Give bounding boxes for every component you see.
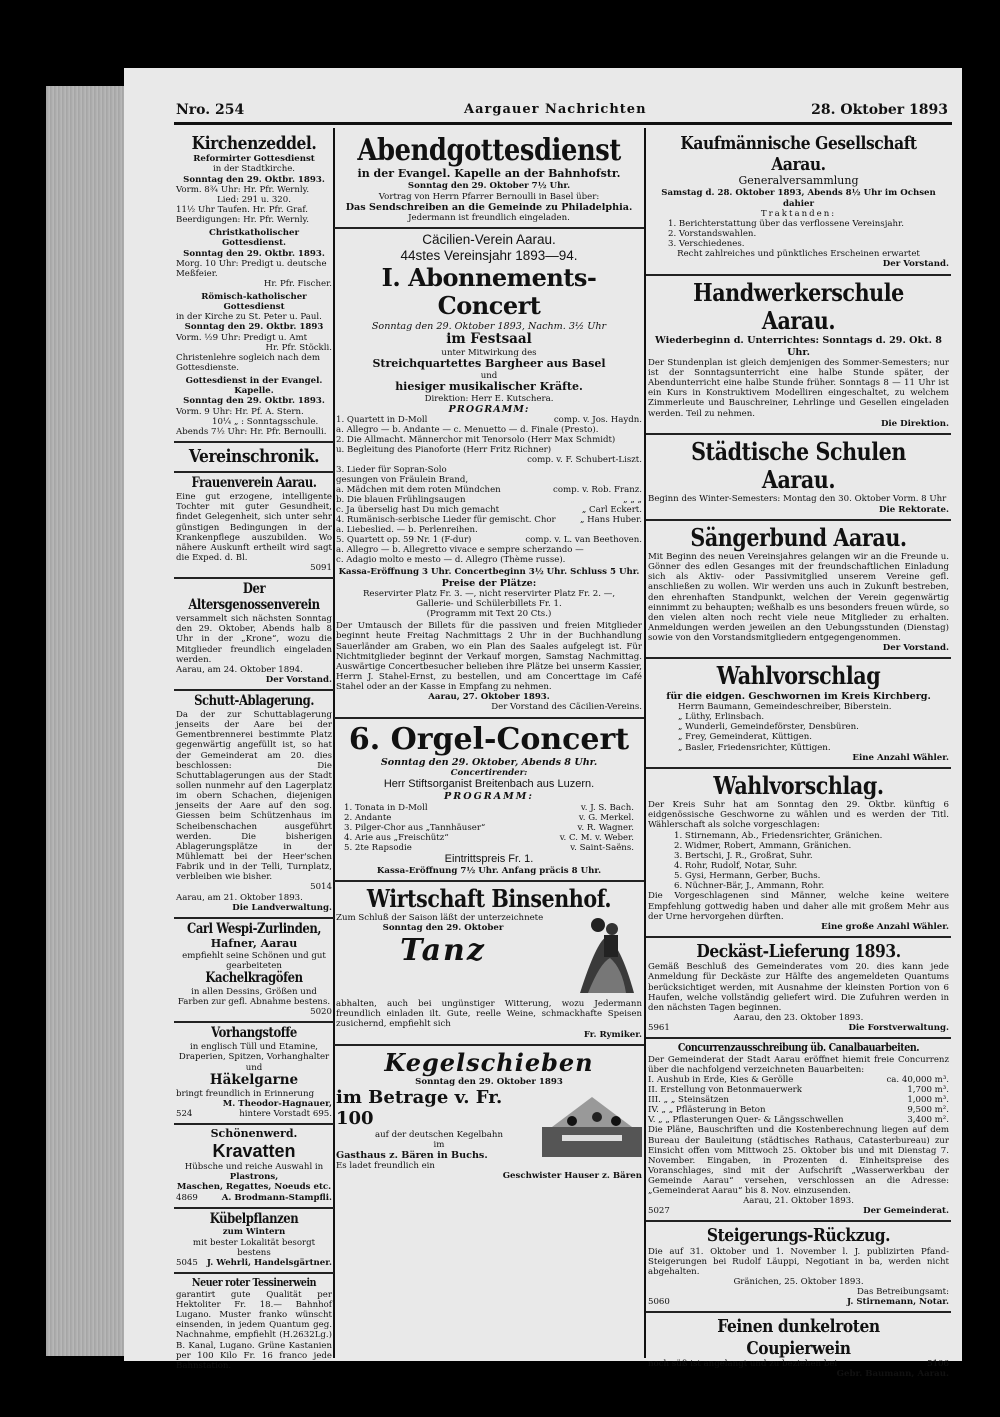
kg-sig: Der Vorstand. <box>882 259 949 270</box>
kz-line: Abends 7½ Uhr: Hr. Pfr. Bernoulli. <box>176 426 327 437</box>
wv1-name: „ Lüthy, Erlinsbach. <box>678 712 765 723</box>
sb-text: Mit Beginn des neuen Vereinsjahres gelangen wir an die Freunde u. Gönner des edlen Gesanges mit der freundschaftlichen Einladung sich als Aktiv- oder Passivmitglied unserem Vereine gefl. anschließen zu wollen. Wir werden uns auch in Zukunft bestreben, den ehrenhaften Standpunkt, welchen der Verein gegenwärtig einnimmt zu behaupten; weßhalb es uns besonders freuen würde, so den vielen alten noch recht viele neue Mitglieder zu erhalten. Anmeldungen werden jeweilen an den Uebungsstunden (Dienstag) sowie von den Vorstandsmitgliedern entgegengenommen. <box>648 552 949 644</box>
caecilien-ad <box>334 229 644 719</box>
oc-program-item-value: v. C. M. v. Weber. <box>559 832 634 843</box>
wb-date: Sonntag den 29. Oktober <box>382 923 504 934</box>
fv-text: Eine gut erzogene, intelligente Tochter mit guter Gesundheit, findet Gelegenheit, sich unter sehr günstigen Bedingungen in der Krankenpflege auszubilden. Wo nähere Auskunft ertheilt wird sagt die Exped. d. Bl. <box>176 492 332 564</box>
abendgottesdienst-ad <box>334 130 644 229</box>
kp-text: mit bester Lokalität besorgt bestens <box>192 1237 316 1258</box>
kz-line: Beerdigungen: Hr. Pfr. Wernly. <box>176 215 309 226</box>
kg-title: Kaufmännische Gesellschaft Aarau. <box>680 133 917 176</box>
oc-program-item-value: v. Saint-Saëns. <box>570 842 634 853</box>
dl-text: Gemäß Beschluß des Gemeinderates vom 20. dies kann jede Anmeldung für Deckäste zur Hälfte des angemeldeten Quantums berücksichtiget werden, mit Ausnahme der kleinsten Portion von 6 Haufen, welche vollständig geliefert wird. Die Zufuhren werden in den nächsten Tagen beginnen. <box>648 962 949 1013</box>
kz-line: Sonntag den 29. Oktbr. 1893. <box>183 248 325 259</box>
cv-director: Direktion: Herr E. Kutschera. <box>424 394 554 405</box>
sa-title: Schutt-Ablagerung. <box>194 693 314 710</box>
vh-product: Häkelgarne <box>209 1071 299 1088</box>
kz-line: Vorm. 8¾ Uhr: Hr. Pfr. Wernly. <box>176 184 310 195</box>
kz-line: Sonntag den 29. Oktbr. 1893 <box>184 322 324 333</box>
kp-number: 5045 <box>176 1257 198 1268</box>
cv-program-item <box>336 465 642 475</box>
frauenverein-ad <box>174 473 334 579</box>
cv-program-item <box>336 535 642 545</box>
kz-line: 10¼ „ : Sonntagsschule. <box>212 416 319 427</box>
hs-sub: Wiederbeginn d. Unterrichtes: Sonntags d. 29. Okt. 8 Uhr. <box>655 335 942 358</box>
hs-sig: Die Direktion. <box>880 418 949 429</box>
kg-traktanden: Traktanden: <box>760 208 837 219</box>
cv-program-item-label: c. Ja überselig hast Du mich gemacht <box>336 505 500 516</box>
orgel-ad <box>334 719 644 882</box>
mg-invite: Jedermann ist freundlich eingeladen. <box>408 212 570 223</box>
sa-text: Da der zur Schuttablagerung jenseits der Aare bei der Gementbrennerei bestimmte Platz gegenwärtig angefüllt ist, so hat der Gemeinderat am 20. dies beschlossen: Die Schuttablagerungen aus der Stadt sollen nunmehr auf den Lagerplatz im obern Schachen, diejenigen jenseits der Aare auf den sog. Giessen beim Schützenhaus im Scheibenschachen ausgeführt werden. Die bisherigen Ablagerungsplätze in der Mühlematt bei der Heer'schen Fabrik und in der Telli, Turnplatz, verbleiben wie bisher. <box>176 710 332 883</box>
dl-number: 5961 <box>648 1023 670 1034</box>
cv-prices-title: Preise der Plätze: <box>441 577 537 589</box>
oc-program-item-label: 3. Pilger-Chor aus „Tannhäuser“ <box>344 822 486 833</box>
ca-work-item-label: IV. „ „ Pflästerung in Beton <box>648 1105 766 1116</box>
right-column <box>646 130 951 1382</box>
kz-line: Christkatholischer Gottesdienst. <box>208 228 299 249</box>
kz-line: in der Kirche zu St. Peter u. Paul. <box>176 312 322 323</box>
cv-program-item <box>336 505 642 515</box>
vorhang-ad <box>174 1023 334 1125</box>
binsenhof-ad <box>334 882 644 1046</box>
cw-title: Carl Wespi-Zurlinden, <box>187 920 321 937</box>
kz-line: in der Stadtkirche. <box>212 164 296 175</box>
fv-title: Frauenverein Aarau. <box>191 475 317 492</box>
cv-program-item <box>336 485 642 495</box>
cw-sub: Hafner, Aarau <box>210 936 298 950</box>
wespi-ad <box>174 919 334 1024</box>
cv-quartet: Streichquartettes Bargheer aus Basel <box>372 356 606 370</box>
ks-invite: Es ladet freundlich ein <box>336 1161 435 1172</box>
sb-sig: Der Vorstand. <box>882 643 949 654</box>
wb-text2: abhalten, auch bei ungünstiger Witterung, wozu Jedermann freundlich einladen ilt. Gute, reelle Weine, schmackhafte Speisen zusichernd, empfiehlt sich <box>336 999 642 1030</box>
kz-line: Meßfeier. <box>176 268 218 279</box>
cv-program-list <box>336 415 642 565</box>
st-date: Gränichen, 25. Oktober 1893. <box>733 1277 864 1288</box>
wv1-sig: Eine Anzahl Wähler. <box>852 752 949 763</box>
oc-program-item-value: v. J. S. Bach. <box>580 802 634 813</box>
ss-text: Beginn des Winter-Semesters: Montag den 30. Oktober Vorm. 8 Uhr <box>648 494 947 505</box>
oc-program-item-label: 2. Andante <box>344 812 392 823</box>
cv-program-item-value: comp. v. Rob. Franz. <box>553 485 642 496</box>
kp-sub: zum Wintern <box>222 1227 286 1238</box>
cv-price-line: (Programm mit Text 20 Cts.) <box>426 609 552 620</box>
cv-program-item-value: „ Carl Eckert. <box>581 505 642 516</box>
ca-work-item-label: III. „ „ Steinsätzen <box>648 1095 729 1106</box>
cv-program-item <box>336 495 642 505</box>
dancing-couple-illustration <box>550 913 642 999</box>
deckaest-ad <box>646 938 951 1039</box>
wahlvorschlag-2-ad <box>646 769 951 938</box>
cw-text2: in allen Dessins, Größen und Farben zur gefl. Abnahme bestens. <box>177 986 331 1008</box>
vh-title: Vorhangstoffe <box>211 1025 297 1042</box>
cv-concert: I. Abonnements-Concert <box>381 262 597 321</box>
ca-work-item-value: 1,700 m³. <box>907 1085 949 1096</box>
fw-sig: Gebr. Baumann, Aarau. <box>836 1368 949 1379</box>
kz-line: Gottesdienst in der Evangel. Kapelle. <box>185 376 323 397</box>
cv-date2: Aarau, 27. Oktober 1893. <box>428 692 550 703</box>
cv-venue: im Festsaal <box>446 330 532 347</box>
vh-number: 524 <box>176 1108 193 1119</box>
ca-title: Concurrenzausschreibung üb. Canalbauarbeiten. <box>677 1041 920 1055</box>
ca-text2: Die Pläne, Bauschriften und die Kostenberechnung liegen auf dem Bureau der Bauleitung (städtisches Rathaus, Catasterbureau) zur Einsicht offen vom Mittwoch 25. Oktober bis und mit Dienstag 7. November. Eingaben, in Prozenten d. Einheitspreise des Voranschlages, sind mit der Aufschrift „Wasserwerkbau der Gemeinde Aarau“ versehen, verschlossen an die Adresse: „Gemeinderat Aarau“ bis 8. Nov. einzusenden. <box>648 1125 949 1197</box>
kz-line: Römisch-katholischer Gottesdienst <box>201 292 307 313</box>
sw-title: Schönenwerd. <box>210 1126 298 1140</box>
kz-line: Sonntag den 29. Oktbr. 1893. <box>183 174 325 185</box>
ca-work-list <box>648 1075 949 1125</box>
kz-line: Lied: 291 u. 320. <box>217 194 291 205</box>
wv2-name: 2. Widmer, Robert, Ammann, Gränichen. <box>674 840 852 851</box>
wv2-name: 3. Bertschi, J. R., Großrat, Suhr. <box>674 850 813 861</box>
cv-program-item-label: 3. Lieder für Sopran-Solo <box>336 465 447 476</box>
oc-program-item <box>344 813 634 823</box>
wv1-sub: für die eidgen. Geschwornen im Kreis Kirchberg. <box>666 690 931 702</box>
wv2-text: Der Kreis Suhr hat am Sonntag den 29. Oktbr. künftig 6 eidgenössische Geschworne zu wählen und es werden der Titl. Wählerschaft als solche vorgeschlagen: <box>648 800 949 831</box>
kz-title: Kirchenzeddel. <box>191 133 317 154</box>
cv-program-item <box>336 515 642 525</box>
cv-text: Der Umtausch der Billets für die passiven und freien Mitglieder beginnt heute Freitag Nachmittags 2 Uhr in der Buchhandlung Sauerländer am Graben, wo ein Plan des Saales aufgelegt ist. Für Nichtmitglieder beginnt der Verkauf morgen, Samstag Nachmittag. Auswärtige Concertbesucher belieben ihre Plätze bei unserm Kassier, Herrn J. Stahel-Ernst, zu bestellen, und am Concerttage im Café Stahel oder an der Kasse in Empfang zu nehmen. <box>336 621 642 693</box>
hs-title: Handwerkerschule Aarau. <box>693 277 904 335</box>
wv1-title: Wahlvorschlag <box>716 661 881 691</box>
wv2-name: 6. Nüchner-Bär, J., Ammann, Rohr. <box>674 881 825 892</box>
wv2-title: Wahlvorschlag. <box>713 770 884 800</box>
cw-number: 5020 <box>310 1007 332 1018</box>
ag-sig: Der Vorstand. <box>265 675 332 685</box>
oc-program-item <box>344 803 634 813</box>
ca-work-item-value: ca. 40,000 m³. <box>886 1075 949 1086</box>
kegel-ad <box>334 1046 644 1185</box>
mg-date: Sonntag den 29. Oktober 7½ Uhr. <box>407 181 571 192</box>
wv1-name: Herrn Baumann, Gemeindeschreiber, Biberstein. <box>678 702 892 713</box>
newspaper-page <box>124 68 962 1379</box>
fw-title: Feinen dunkelroten Coupierwein <box>717 1316 880 1359</box>
ca-work-item <box>648 1115 949 1125</box>
cv-program-item <box>336 525 642 535</box>
cv-program-item-value: „ Hans Huber. <box>580 515 642 526</box>
cv-program-item-label: a. Allegro — b. Andante — c. Menuetto — d. Finale (Presto). <box>336 425 599 436</box>
ss-title: Städtische Schulen Aarau. <box>691 436 906 495</box>
vh-sig: M. Theodor-Hagnauer, <box>222 1098 332 1109</box>
ca-work-item <box>648 1105 949 1115</box>
cv-program-item <box>336 545 642 555</box>
newspaper-name: Aargauer Nachrichten <box>464 102 647 117</box>
ca-number: 5027 <box>648 1206 670 1217</box>
page-stack-edge <box>46 86 128 1356</box>
cv-date: Sonntag den 29. Oktober 1893, Nachm. 3½ Uhr <box>371 320 607 332</box>
cv-program-item-label: a. Mädchen mit dem roten Mündchen <box>336 485 501 496</box>
kg-item: 2. Vorstandswahlen. <box>668 229 757 239</box>
ca-work-item-label: II. Erstellung von Betonmauerwerk <box>648 1085 802 1096</box>
cv-program-label: PROGRAMM: <box>448 404 530 416</box>
cv-program-item <box>336 415 642 425</box>
ks-im: im <box>433 1139 445 1150</box>
ks-date: Sonntag den 29. Oktober 1893 <box>415 1077 563 1088</box>
cv-program-item-label: b. Die blauen Frühlingsaugen <box>336 495 466 506</box>
wv2-name: 4. Rohr, Rudolf, Notar, Suhr. <box>674 861 798 872</box>
altersgenossen-ad <box>174 579 334 691</box>
ks-text: auf der deutschen Kegelbahn <box>375 1129 503 1140</box>
oc-date: Sonntag den 29. Oktober, Abends 8 Uhr. <box>380 757 598 768</box>
saengerbund-ad <box>646 521 951 660</box>
tw-text: garantirt gute Qualität per Hektoliter Fr. 18.— Bahnhof Lugano. Muster franko wünscht einsenden, in jedem Quantum geg. Nachnahme, empfiehlt (H.2632Lg.) B. Kanal, Lugano. Grüne Kastanien per 100 Kilo Fr. 16 franco jede Bahnstation. <box>176 1289 332 1371</box>
st-sig: J. Stirnemann, Notar. <box>846 1297 949 1308</box>
cv-price-line: Reservirter Platz Fr. 3. —, nicht reservirter Platz Fr. 2. —, <box>362 588 616 599</box>
cv-program-item-label: 5. Quartett op. 59 Nr. 1 (F-dur) <box>336 535 472 546</box>
cv-program-item-label: c. Adagio molto e mesto — d. Allegro (Thème russe). <box>336 555 566 566</box>
kz-line: 11½ Uhr Taufen. Hr. Pfr. Graf. <box>176 204 309 215</box>
steigerung-ad <box>646 1222 951 1313</box>
hs-text: Der Stundenplan ist gleich demjenigen des Sommer-Semesters; nur ist der Sonntagsunterricht eine halbe Stunde später, der Abendunterricht eine halbe Stunde früher. Sonntags 8 — 11 Uhr ist ein Kurs in Konstruktivem Modelliren eingeschaltet, zu welchem Zimmerleute und Bauschreiner, Lehrlinge und Gesellen eingeladen werden. Teil zu nehmen. <box>648 357 949 419</box>
kz-line: Morg. 10 Uhr: Predigt u. deutsche <box>176 258 327 269</box>
kuebel-ad <box>174 1209 334 1274</box>
kz-line: Hr. Pfr. Stöckli. <box>265 342 332 353</box>
fw-number: 5106 <box>927 1358 949 1369</box>
st-text: Die auf 31. Oktober und 1. November l. J. publizirten Pfand-Steigerungen bei Rudolf Läuppi, Negotiant in ba, werden nicht abgehalten. <box>648 1246 949 1277</box>
wb-sig: Fr. Rymiker. <box>583 1029 642 1040</box>
kz-line: Reformirter Gottesdienst <box>193 154 315 165</box>
ca-date: Aarau, 21. Oktober 1893. <box>743 1196 854 1207</box>
oc-program-list <box>336 803 642 853</box>
wv2-sig: Eine große Anzahl Wähler. <box>821 921 949 932</box>
kaufmaennische-ad <box>646 130 951 276</box>
mg-talk: Vortrag von Herrn Pfarrer Bernoulli in Basel über: <box>378 191 600 202</box>
schutt-ad <box>174 691 334 919</box>
cv-program-item-label: a. Liebeslied. — b. Perlenreihen. <box>336 525 478 536</box>
cv-with: unter Mitwirkung des <box>441 347 537 358</box>
oc-program-item <box>344 833 634 843</box>
cv-program-item <box>336 445 642 455</box>
dl-sig: Die Forstverwaltung. <box>848 1023 949 1034</box>
oc-title: 6. Orgel-Concert <box>348 721 630 757</box>
kp-title: Kübelpflanzen <box>209 1210 299 1227</box>
sa-date: Aarau, am 21. Oktober 1893. <box>176 892 303 903</box>
canalbau-ad <box>646 1039 951 1222</box>
vh-text: in englisch Tüll und Etamine, Draperien, Spitzen, Vorhanghalter und <box>178 1042 330 1073</box>
sb-title: Sängerbund Aarau. <box>690 522 907 552</box>
oc-program-item-label: 1. Tonata in D-Moll <box>344 802 428 813</box>
mg-title: Abendgottesdienst <box>357 133 621 168</box>
oc-program-item-label: 4. Arie aus „Freischütz“ <box>344 832 449 843</box>
cv-program-item-value: „ „ „ <box>623 495 642 506</box>
wv1-name: „ Frey, Gemeinderat, Küttigen. <box>678 732 812 743</box>
vc-title: Vereinschronik. <box>188 446 320 468</box>
cv-program-item-label: a. Allegro — b. Allegretto vivace e sempre scherzando — <box>336 545 584 556</box>
ks-title: Kegelschieben <box>384 1047 594 1077</box>
tw-title: Neuer roter Tessinerwein <box>191 1275 317 1289</box>
cv-program-item-value: comp. v. F. Schubert-Liszt. <box>527 455 642 466</box>
vereinschronik-heading <box>174 443 334 473</box>
sw-text: Hübsche und reiche Auswahl in <box>184 1162 324 1173</box>
oc-program-item-label: 5. 2te Rapsodie <box>344 842 412 853</box>
ks-place: Gasthaus z. Bären in Buchs. <box>336 1149 488 1161</box>
ag-text: versammelt sich nächsten Sonntag den 29. Oktober, Abends halb 8 Uhr in der „Krone“, wozu die Mitglieder freundlich eingeladen werden. <box>176 614 332 665</box>
st-label: Das Betreibungsamt: <box>856 1287 949 1298</box>
st-title: Steigerungs-Rückzug. <box>706 1225 891 1247</box>
sw-product: Kravatten <box>212 1140 296 1161</box>
cv-program-item-value: comp. v. L. van Beethoven. <box>525 535 642 546</box>
ca-work-item-value: 1,000 m³. <box>907 1095 949 1106</box>
ca-work-item <box>648 1095 949 1105</box>
kg-sub: Generalversammlung <box>738 174 859 188</box>
cv-program-item-label: u. Begleitung des Pianoforte (Herr Fritz Richner) <box>336 445 552 456</box>
ca-work-item <box>648 1075 949 1085</box>
wb-title: Wirtschaft Binsenhof. <box>366 883 612 913</box>
ag-date: Aarau, am 24. Oktober 1894. <box>176 664 303 675</box>
sa-sig: Die Landverwaltung. <box>232 902 332 913</box>
oc-program-item-value: v. R. Wagner. <box>577 822 634 833</box>
cv-program-item-value: comp. v. Jos. Haydn. <box>553 415 642 426</box>
wv2-text2: Die Vorgeschlagenen sind Männer, welche keine weitere Empfehlung gottwedig haben und daher alle mit großem Mehr aus der Urne hervorgehen dürften. <box>648 891 949 922</box>
cv-program-item-label: 1. Quartett in D-Moll <box>336 415 428 426</box>
kz-line: Gottesdienste. <box>176 363 239 374</box>
wv2-name: 1. Stirnemann, Ab., Friedensrichter, Gränichen. <box>674 830 883 841</box>
kz-line: Hr. Pfr. Fischer. <box>263 278 332 289</box>
cv-year: 44stes Vereinsjahr 1893—94. <box>400 248 578 264</box>
ca-work-item-label: I. Aushub in Erde, Kies & Gerölle <box>648 1075 794 1086</box>
sa-number: 5014 <box>310 882 332 893</box>
dl-title: Deckäst-Lieferung 1893. <box>696 941 901 963</box>
mg-topic: Das Sendschreiben an die Gemeinde zu Philadelphia. <box>345 201 633 213</box>
ss-sig: Die Rektorate. <box>879 504 949 515</box>
ca-work-item <box>648 1085 949 1095</box>
kg-text: Recht zahlreiches und pünktliches Erscheinen erwartet <box>677 249 920 260</box>
kg-item: 1. Berichterstattung über das verflossene Vereinsjahr. <box>668 218 904 229</box>
oc-program-item-value: v. G. Merkel. <box>578 812 634 823</box>
oc-program-item <box>344 843 634 853</box>
kravatten-ad <box>174 1125 334 1209</box>
cv-program-item-label: gesungen von Fräulein Brand, <box>336 475 469 486</box>
staedtische-ad <box>646 435 951 521</box>
wb-tanz: Tanz <box>400 933 486 969</box>
kg-item: 3. Verschiedenes. <box>668 239 745 250</box>
kz-line: Christenlehre sogleich nach dem <box>176 352 320 363</box>
vh-text2: bringt freundlich in Erinnerung <box>176 1088 315 1099</box>
cv-program-item-label: 4. Rumänisch-serbische Lieder für gemischt. Chor <box>336 515 556 526</box>
handwerkerschule-ad <box>646 276 951 435</box>
ca-sig: Der Gemeinderat. <box>863 1206 949 1217</box>
cv-und: und <box>480 370 498 381</box>
sw-number: 4869 <box>176 1192 198 1203</box>
cv-forces: hiesiger musikalischer Kräfte. <box>395 380 583 394</box>
oc-price: Eintrittspreis Fr. 1. <box>444 852 534 865</box>
kz-line: Sonntag den 29. Oktbr. 1893. <box>183 396 325 407</box>
cv-program-item <box>336 455 642 465</box>
fw-text: noch süß ist angelangt und zu beziehen bei <box>648 1358 838 1369</box>
kirchenzeddel-ad <box>174 130 334 443</box>
cv-title: Cäcilien-Verein Aarau. <box>422 232 556 248</box>
oc-program-label: PROGRAMM: <box>444 791 534 803</box>
sw-text2: Plastrons, <box>229 1172 279 1183</box>
ca-work-item-value: 9,500 m². <box>907 1105 949 1116</box>
cv-program-item <box>336 425 642 435</box>
coupierwein-ad <box>646 1313 951 1382</box>
wv2-name: 5. Gysi, Hermann, Gerber, Buchs. <box>674 871 821 882</box>
cv-program-item <box>336 435 642 445</box>
middle-column <box>334 130 644 1185</box>
left-column <box>174 130 334 1374</box>
oc-organist: Herr Stiftsorganist Breitenbach aus Luzern. <box>383 778 595 791</box>
bowling-alley-illustration <box>542 1087 642 1157</box>
ks-sig: Geschwister Hauser z. Bären <box>502 1171 642 1182</box>
ag-title: Der Altersgenossenverein <box>188 581 320 614</box>
kz-line: Vorm. ½9 Uhr: Predigt u. Amt <box>176 332 308 343</box>
wahlvorschlag-1-ad <box>646 659 951 768</box>
sw-sig: A. Brodmann-Stampfli. <box>221 1192 332 1203</box>
kp-sig: J. Wehrli, Handelsgärtner. <box>206 1257 332 1268</box>
page-number: Nro. 254 <box>176 102 245 118</box>
cv-program-item <box>336 475 642 485</box>
header-rule <box>174 122 952 125</box>
kz-line: Vorm. 9 Uhr: Hr. Pf. A. Stern. <box>176 406 304 417</box>
ca-work-item-value: 3,400 m². <box>907 1115 949 1126</box>
oc-program-item <box>344 823 634 833</box>
cv-program-item <box>336 555 642 565</box>
ca-text: Der Gemeinderat der Stadt Aarau eröffnet hiemit freie Concurrenz über die nachfolgend verzeichneten Bauarbeiten: <box>648 1055 949 1076</box>
wv1-name: „ Wunderli, Gemeindeförster, Densbüren. <box>678 722 859 733</box>
dl-date: Aarau, den 23. Oktober 1893. <box>733 1012 864 1023</box>
cw-product: Kachelkragöfen <box>205 970 303 987</box>
oc-label: Concertirender: <box>450 768 528 779</box>
fv-number: 5091 <box>310 563 332 574</box>
kg-date: Samstag d. 28. Oktober 1893, Abends 8½ Uhr im Ochsen dahier <box>661 188 936 209</box>
wv1-name: „ Basler, Friedensrichter, Küttigen. <box>678 742 831 753</box>
ca-work-item-label: V. „ „ Pflasterungen Quer- & Längsschwellen <box>648 1115 844 1126</box>
cv-kassa: Kassa-Eröffnung 3 Uhr. Concertbeginn 3½ Uhr. Schluss 5 Uhr. <box>338 567 640 578</box>
wb-text: Zum Schluß der Saison läßt der unterzeichnete <box>336 913 544 924</box>
ks-amount: im Betrage v. Fr. 100 <box>336 1087 503 1130</box>
oc-kassa: Kassa-Eröffnung 7½ Uhr. Anfang präcis 8 Uhr. <box>376 865 602 876</box>
mg-sub: in der Evangel. Kapelle an der Bahnhofstr. <box>357 167 621 181</box>
cv-price-line: Gallerie- und Schülerbillets Fr. 1. <box>416 599 562 610</box>
cw-text: empfiehlt seine Schönen und gut gearbeiteten <box>182 950 326 971</box>
sw-text3: Maschen, Regattes, Noeuds etc. <box>176 1182 332 1193</box>
issue-date: 28. Oktober 1893 <box>811 102 948 118</box>
vh-addr: hintere Vorstadt 695. <box>239 1108 332 1119</box>
st-number: 5060 <box>648 1297 670 1308</box>
cv-sig: Der Vorstand des Cäcilien-Vereins. <box>491 702 642 713</box>
cv-program-item-label: 2. Die Allmacht. Männerchor mit Tenorsolo (Herr Max Schmidt) <box>336 435 616 446</box>
tessiner-ad <box>174 1274 334 1374</box>
